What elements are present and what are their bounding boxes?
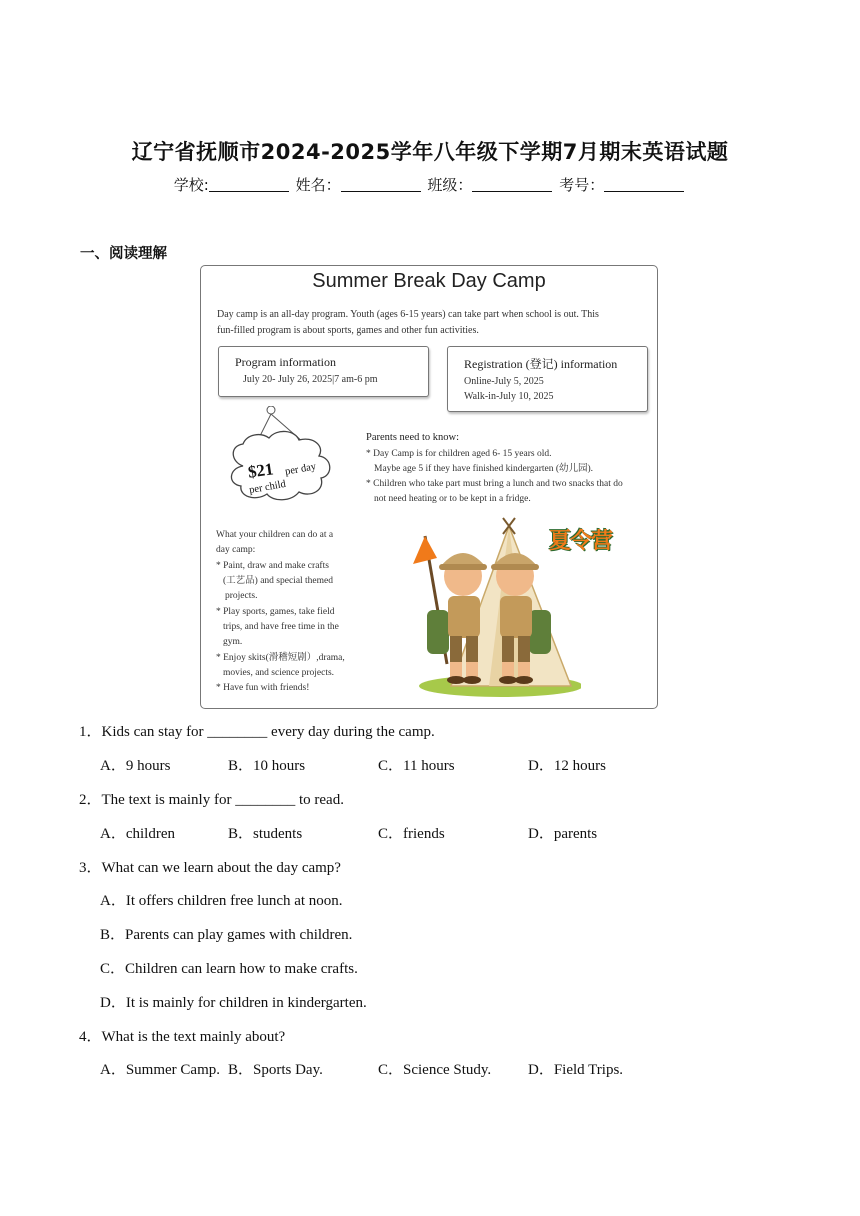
question-3-option-c: C．Children can learn how to make crafts. bbox=[100, 961, 358, 977]
section-heading: 一、阅读理解 bbox=[80, 246, 167, 262]
poster-title: Summer Break Day Camp bbox=[312, 270, 546, 292]
id-blank bbox=[604, 177, 684, 192]
registration-online: Online-July 5, 2025 bbox=[464, 376, 544, 387]
question-1-option-a: A．9 hours bbox=[100, 758, 171, 774]
activity-line: trips, and have free time in the bbox=[223, 622, 339, 632]
question-2-stem: 2．The text is mainly for ________ to read. bbox=[79, 792, 344, 808]
registration-info-box bbox=[447, 346, 648, 412]
id-label: 考号： bbox=[559, 176, 605, 194]
parents-title: Parents need to know: bbox=[366, 432, 460, 443]
price-tag-cloud bbox=[221, 406, 361, 516]
activity-line: * Paint, draw and make crafts bbox=[216, 561, 329, 571]
question-4-option-b: B．Sports Day. bbox=[228, 1062, 323, 1078]
school-blank bbox=[209, 177, 289, 192]
camp-illustration bbox=[411, 514, 581, 699]
poster-intro bbox=[217, 307, 637, 339]
question-1-stem: 1．Kids can stay for ________ every day during the camp. bbox=[79, 724, 435, 740]
activities-title bbox=[216, 528, 356, 558]
page-title: 辽宁省抚顺市2024-2025学年八年级下学期7月期末英语试题 bbox=[131, 140, 729, 164]
price-amount: $21 bbox=[246, 459, 275, 482]
program-info-title: Program information bbox=[235, 355, 336, 369]
registration-walkin: Walk-in-July 10, 2025 bbox=[464, 391, 554, 402]
activity-line: * Have fun with friends! bbox=[216, 683, 310, 693]
question-4-option-c: C．Science Study. bbox=[378, 1062, 492, 1078]
activity-line: (工艺品) and special themed bbox=[223, 576, 334, 586]
question-3-stem: 3．What can we learn about the day camp? bbox=[79, 860, 341, 876]
summer-camp-logo: 夏令营 bbox=[549, 529, 613, 554]
activity-line: movies, and science projects. bbox=[223, 668, 335, 678]
activity-line: projects. bbox=[225, 591, 258, 601]
parents-item: * Children who take part must bring a lunch and two snacks that do bbox=[366, 479, 623, 489]
price-per-day: per day bbox=[284, 461, 317, 478]
parents-item: Maybe age 5 if they have finished kindergarten (幼儿园). bbox=[374, 464, 594, 474]
question-3-option-d: D．It is mainly for children in kindergarten. bbox=[100, 995, 367, 1011]
class-blank bbox=[472, 177, 552, 192]
poster-intro-line: Day camp is an all-day program. Youth (ages 6-15 years) can take part when school is out. This bbox=[217, 309, 599, 320]
parents-item: * Day Camp is for children aged 6- 15 years old. bbox=[366, 449, 552, 459]
question-3-option-a: A．It offers children free lunch at noon. bbox=[100, 893, 343, 909]
name-blank bbox=[341, 177, 421, 192]
activity-line: * Play sports, games, take field bbox=[216, 607, 335, 617]
program-info-box bbox=[218, 346, 429, 397]
question-1-option-b: B．10 hours bbox=[228, 758, 306, 774]
poster-intro-line: fun-filled program is about sports, games and other fun activities. bbox=[217, 325, 479, 336]
activities-title-line: What your children can do at a bbox=[216, 530, 334, 540]
question-2-option-a: A．children bbox=[100, 826, 175, 842]
student-info-line bbox=[0, 174, 860, 195]
activity-line: gym. bbox=[223, 637, 243, 647]
camp-poster bbox=[200, 265, 658, 709]
activity-line: * Enjoy skits(滑稽短剧）,drama, bbox=[216, 653, 345, 663]
question-2-option-c: C．friends bbox=[378, 826, 445, 842]
question-1-option-d: D．12 hours bbox=[528, 758, 606, 774]
class-label: 班级： bbox=[427, 176, 473, 194]
question-4-option-a: A．Summer Camp. bbox=[100, 1062, 220, 1078]
question-2-option-d: D．parents bbox=[528, 826, 598, 842]
school-label: 学校: bbox=[173, 176, 209, 194]
parents-item: not need heating or to be kept in a fridge. bbox=[374, 494, 531, 504]
registration-info-title: Registration (登记) information bbox=[464, 357, 618, 371]
program-dates: July 20- July 26, 2025|7 am-6 pm bbox=[243, 374, 378, 385]
activities-title-line: day camp: bbox=[216, 545, 256, 555]
price-per-child: per child bbox=[248, 478, 287, 497]
question-1-option-c: C．11 hours bbox=[378, 758, 455, 774]
name-label: 姓名： bbox=[295, 176, 341, 194]
question-4-option-d: D．Field Trips. bbox=[528, 1062, 624, 1078]
question-4-stem: 4．What is the text mainly about? bbox=[79, 1029, 286, 1045]
question-3-option-b: B．Parents can play games with children. bbox=[100, 927, 353, 943]
question-2-option-b: B．students bbox=[228, 826, 303, 842]
